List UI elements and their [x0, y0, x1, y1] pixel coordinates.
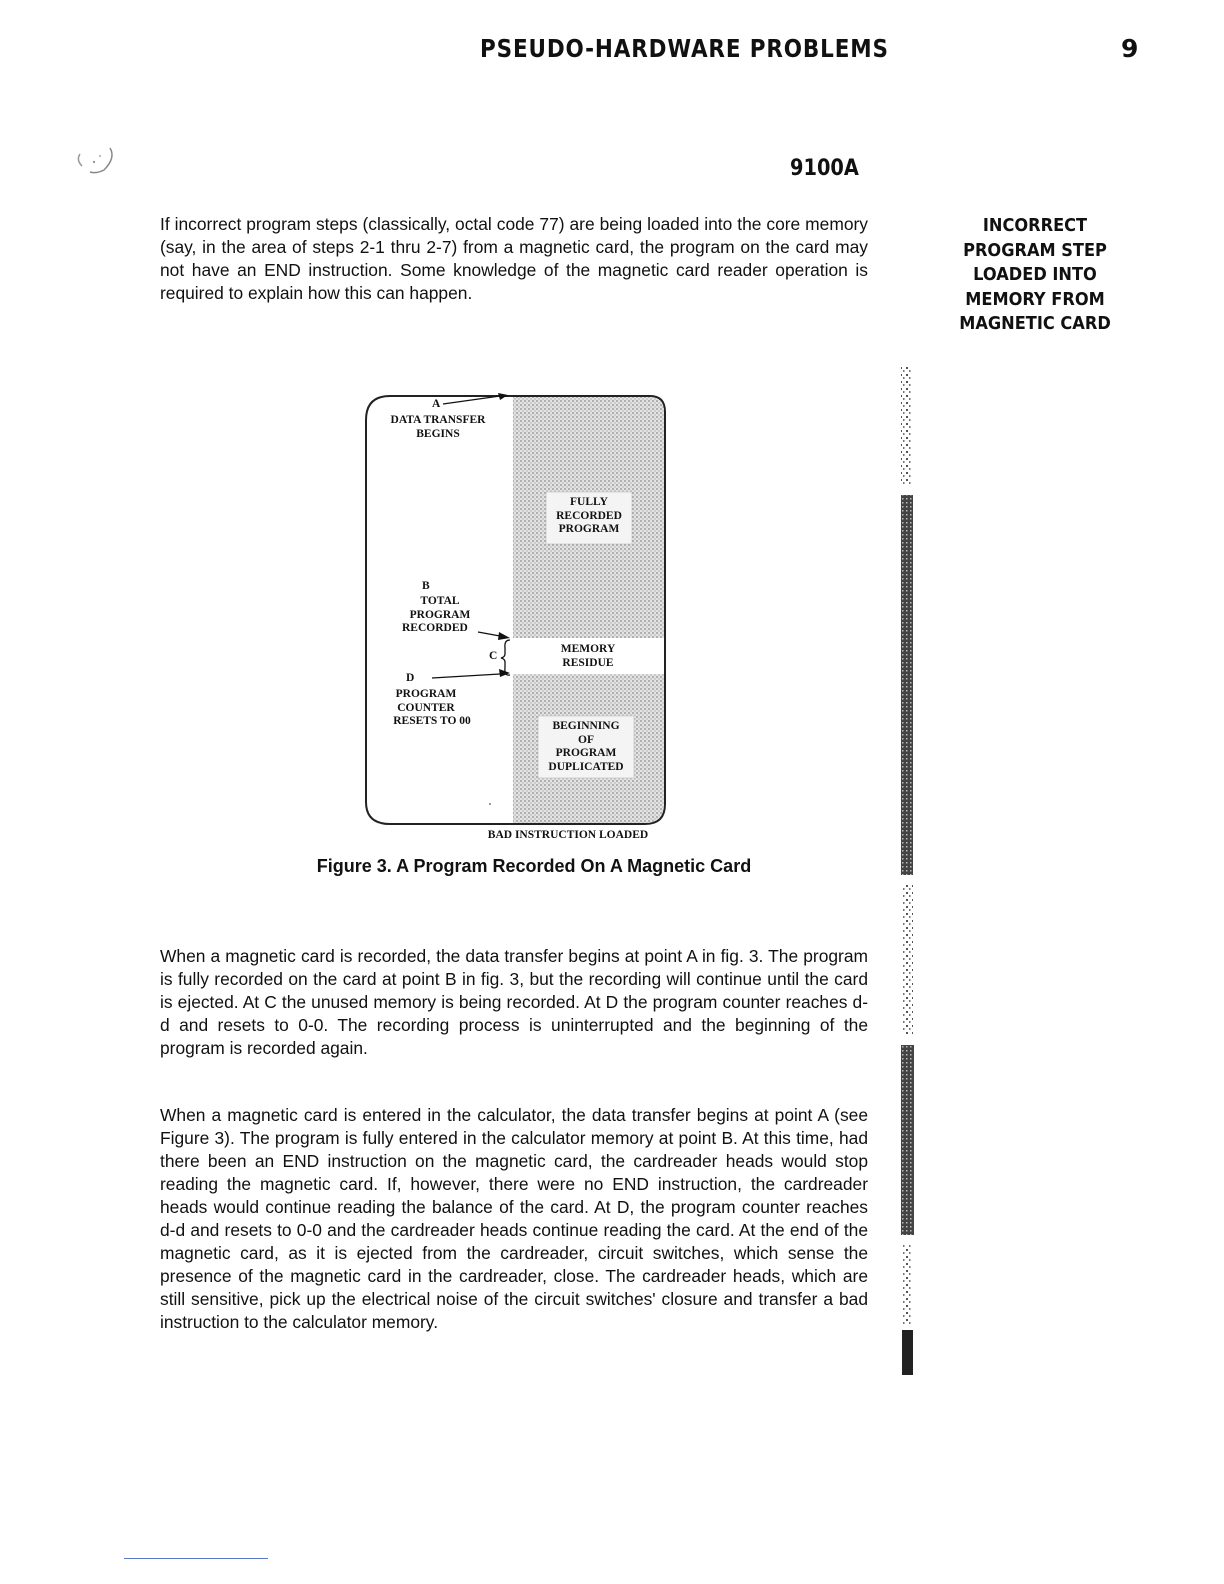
side-heading-line: LOADED INTO: [973, 264, 1097, 285]
region-line: DUPLICATED: [548, 760, 624, 773]
scan-edge-artifact: [893, 345, 915, 1375]
side-heading: [959, 214, 1112, 337]
label-b: B: [422, 580, 430, 592]
arrow-d: [432, 674, 500, 678]
region-line: FULLY: [570, 496, 608, 508]
region-fully-recorded: [546, 496, 632, 537]
label-a-line: DATA TRANSFER: [390, 414, 486, 426]
label-c: C: [489, 650, 498, 662]
label-b-line: TOTAL: [420, 595, 460, 607]
corner-smudge-mark: [70, 140, 118, 180]
model-number: 9100A: [790, 156, 859, 181]
side-heading-line: PROGRAM STEP: [963, 239, 1107, 261]
region-line: RECORDED: [556, 509, 622, 522]
side-heading-line: INCORRECT: [982, 215, 1088, 236]
label-a-line: BEGINS: [416, 427, 460, 440]
label-d: D: [406, 672, 415, 684]
side-heading-line: MEMORY FROM: [965, 288, 1105, 310]
region-line: PROGRAM: [558, 523, 620, 535]
arrow-a: [443, 396, 500, 404]
label-d-line: COUNTER: [397, 701, 455, 714]
region-line: OF: [578, 733, 594, 746]
region-line: MEMORY: [560, 643, 616, 655]
label-b-line: PROGRAM: [409, 608, 471, 621]
brace-c: [501, 640, 510, 675]
side-heading-line: MAGNETIC CARD: [959, 313, 1111, 334]
region-memory-residue: [542, 643, 634, 670]
figure-magnetic-card: [360, 392, 670, 852]
figure-caption: Figure 3. A Program Recorded On A Magnetic Card: [316, 856, 752, 876]
paragraph-intro: If incorrect program steps (classically, octal code 77) are being loaded into the core memory (say, in the area of steps 2-1 thru 2-7) from a magnetic card, the program on the card may not have an END instruction. Some knowledge of the magnetic card reader operation is required to explain how this can happen.: [160, 214, 868, 303]
label-a-text: [382, 414, 494, 441]
page-number: 9: [1121, 34, 1139, 63]
paragraph-recording: When a magnetic card is recorded, the data transfer begins at point A in fig. 3. The program is fully recorded on the card at point B in fig. 3, but the recording will continue until the card is ejected. At C the unused memory is being recorded. At D the program counter reaches d-d and resets to 0-0. The recording process is uninterrupted and the beginning of the program is recorded again.: [160, 946, 868, 1058]
label-b-line: RECORDED: [402, 622, 468, 634]
bottom-label: BAD INSTRUCTION LOADED: [487, 829, 649, 841]
region-line: PROGRAM: [555, 747, 617, 759]
paragraph-reading: When a magnetic card is entered in the calculator, the data transfer begins at point A (see Figure 3). The program is fully entered in the calculator memory at point B. At this time, had there been an END instruction on the magnetic card, the cardreader heads would stop reading the magnetic card. If, however, there were no END instruction, the cardreader heads would continue reading the balance of the card. At D, the program counter reaches d-d and resets to 0-0 and the cardreader heads continue reading the card. At the end of the magnetic card, as it is ejected from the cardreader, circuit switches, which sense the presence of the magnetic card in the cardreader, close. The cardreader heads, which are still sensitive, pick up the electrical noise of the circuit switches' closure and transfer a bad instruction to the calculator memory.: [160, 1105, 868, 1332]
label-b-text: [392, 595, 488, 636]
label-d-text: [378, 688, 496, 729]
label-d-line: RESETS TO 00: [393, 715, 471, 727]
region-line: RESIDUE: [562, 656, 614, 669]
region-beginning-duplicated: [538, 720, 634, 774]
region-line: BEGINNING: [552, 720, 620, 732]
footnote-rule: [124, 1558, 268, 1559]
page-header-title: PSEUDO-HARDWARE PROBLEMS: [480, 34, 889, 63]
label-a: A: [432, 398, 441, 410]
label-d-line: PROGRAM: [395, 688, 457, 700]
